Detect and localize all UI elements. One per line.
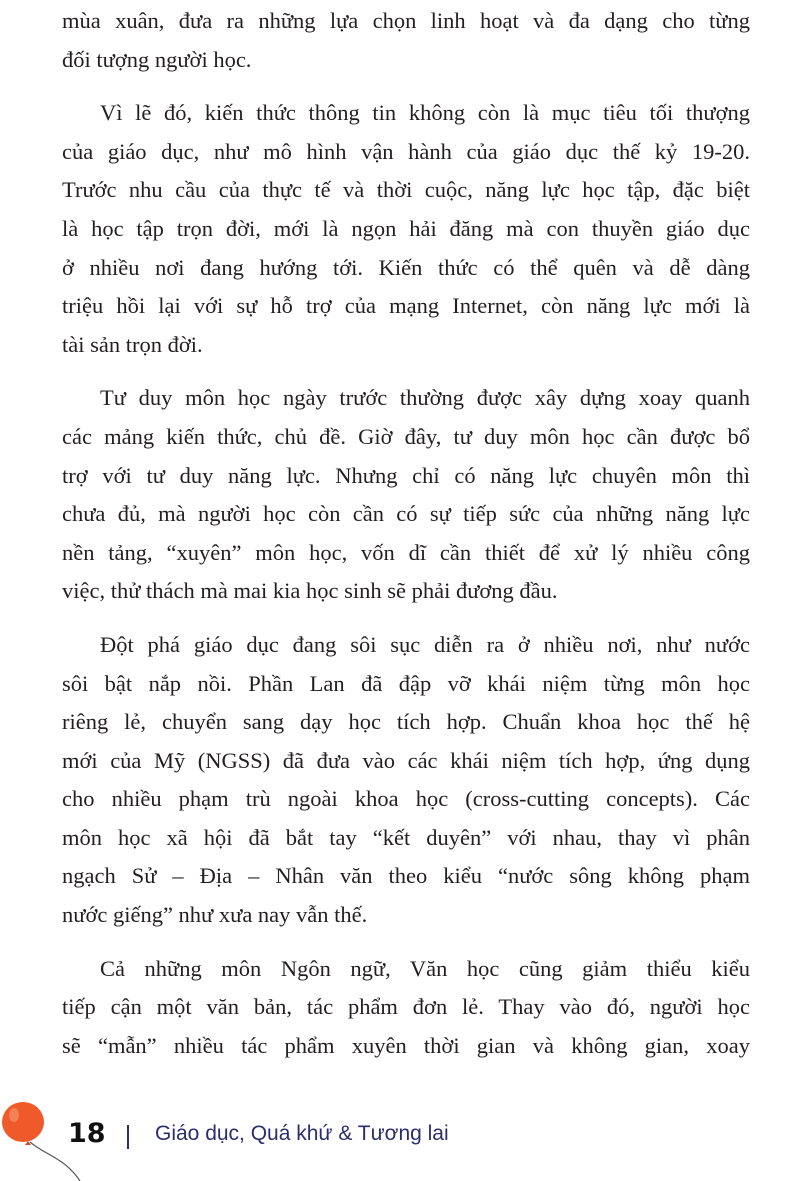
text-line: Vì lẽ đó, kiến thức thông tin không còn là mục tiêu tối thượng [100,100,750,126]
text-line: riêng lẻ, chuyển sang dạy học tích hợp. Chuẩn khoa học thế hệ [62,709,750,735]
body-text [62,2,750,1080]
text-line: Tư duy môn học ngày trước thường được xây dựng xoay quanh [100,385,750,411]
text-line: mới của Mỹ (NGSS) đã đưa vào các khái niệm tích hợp, ứng dụng [62,747,750,773]
book-title: Giáo dục, Quá khứ & Tương lai [155,1122,449,1145]
text-line: Trước nhu cầu của thực tế và thời cuộc, năng lực học tập, đặc biệt [62,177,750,203]
text-line: là học tập trọn đời, mới là ngọn hải đăng mà con thuyền giáo dục [62,215,750,241]
text-line: cho nhiều phạm trù ngoài khoa học (cross-cutting concepts). Các [62,786,750,812]
paragraph [62,94,750,364]
page-number: 18 [68,1118,106,1149]
text-line: trợ với tư duy năng lực. Nhưng chỉ có năng lực chuyên môn thì [62,462,750,488]
paragraph [62,2,750,79]
paragraph [62,379,750,611]
text-line: Đột phá giáo dục đang sôi sục diễn ra ở nhiều nơi, như nước [100,631,750,657]
text-line: tài sản trọn đời. [62,331,203,357]
footer-separator [127,1125,129,1149]
paragraph [62,950,750,1066]
text-line: ngạch Sử – Địa – Nhân văn theo kiểu “nước sông không phạm [62,863,750,889]
paragraph [62,626,750,935]
text-line: các mảng kiến thức, chủ đề. Giờ đây, tư duy môn học cần được bổ [62,423,750,449]
text-line: triệu hồi lại với sự hỗ trợ của mạng Internet, còn năng lực mới là [62,293,750,319]
text-line: nước giếng” như xưa nay vẫn thế. [62,902,368,928]
text-line: sẽ “mẫn” nhiều tác phẩm xuyên thời gian và không gian, xoay [62,1032,750,1058]
text-line: mùa xuân, đưa ra những lựa chọn linh hoạt và đa dạng cho từng [62,8,750,33]
text-line: chưa đủ, mà người học còn cần có sự tiếp sức của những năng lực [62,501,750,527]
text-line: ở nhiều nơi đang hướng tới. Kiến thức có thể quên và dễ dàng [62,254,750,280]
text-line: việc, thử thách mà mai kia học sinh sẽ phải đương đầu. [62,578,558,604]
text-line: tiếp cận một văn bản, tác phẩm đơn lẻ. Thay vào đó, người học [62,994,750,1020]
page-footer [0,1080,800,1181]
text-line: của giáo dục, như mô hình vận hành của giáo dục thế kỷ 19-20. [62,138,750,164]
text-line: nền tảng, “xuyên” môn học, vốn dĩ cần thiết để xử lý nhiều công [62,539,750,565]
text-line: sôi bật nắp nồi. Phần Lan đã đập vỡ khái niệm từng môn học [62,670,750,696]
text-line: môn học xã hội đã bắt tay “kết duyên” với nhau, thay vì phân [62,824,750,850]
text-line: đối tượng người học. [62,46,252,72]
text-line: Cả những môn Ngôn ngữ, Văn học cũng giảm thiểu kiểu [100,955,750,981]
